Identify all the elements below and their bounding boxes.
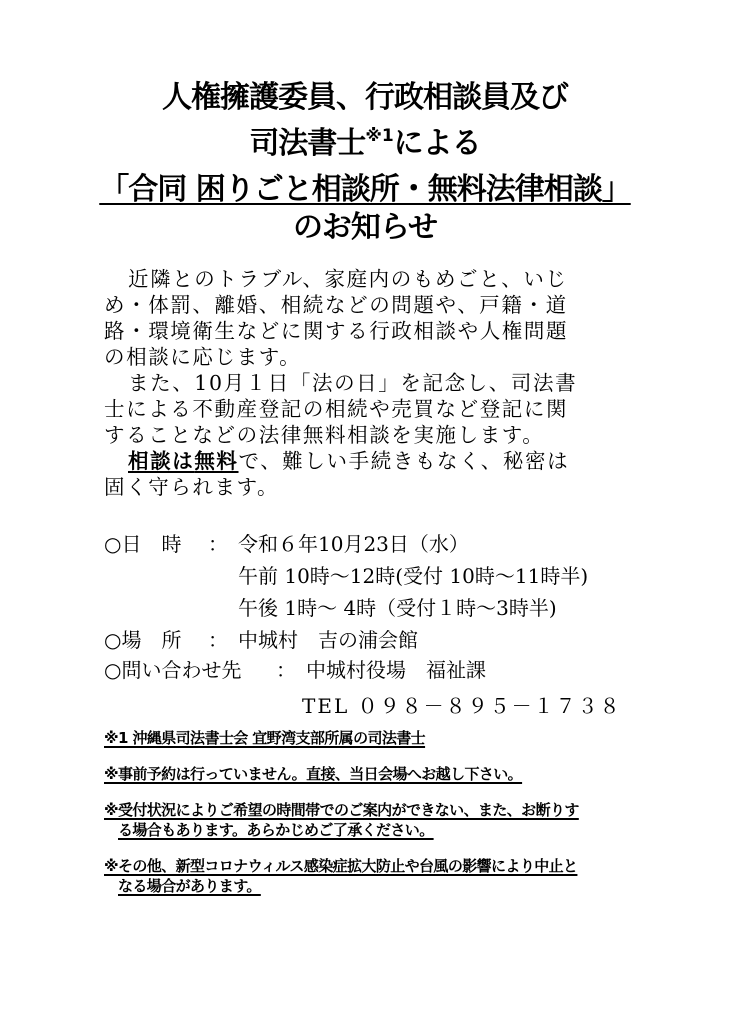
title-line-1: 人権擁護委員、行政相談員及び xyxy=(162,80,568,115)
subtitle-line-2: のお知らせ xyxy=(292,210,438,245)
note-4-line-2-text: なる場合があります。 xyxy=(118,877,261,895)
date-value: 令和６年10月23日（水） xyxy=(238,532,469,556)
contact-label: ○問い合わせ先 xyxy=(104,658,242,682)
pm-time: 午後 1時～ 4時（受付１時～3時半) xyxy=(238,596,557,620)
date-colon: ： xyxy=(208,532,228,556)
body-p2-line-1 xyxy=(104,370,634,396)
note-3-line-1-text: ※受付状況によりご希望の時間帯でのご案内ができない、また、お断りす xyxy=(104,801,579,819)
subtitle-line-1 xyxy=(0,172,730,208)
emphasis-free-2: 無料 xyxy=(194,449,239,473)
am-time: 午前 10時～12時(受付 10時～11時半) xyxy=(238,564,589,588)
note-3-line-2-text: る場合もあります。あらかじめご了承ください。 xyxy=(118,821,434,839)
note-1-text: ※1 沖縄県司法書士会 宜野湾支部所属の司法書士 xyxy=(104,729,426,747)
body-p3-line-1-rest: で、難しい手続きもなく、秘密は xyxy=(238,449,570,473)
note-1 xyxy=(104,728,425,748)
body-p1-line-4: の相談に応じます。 xyxy=(104,345,302,369)
body-p1-line-1 xyxy=(104,266,634,292)
note-4-line-1 xyxy=(104,856,577,876)
place-label: ○場 所 xyxy=(104,628,182,652)
date-label: ○日 時 xyxy=(104,532,182,556)
note-2-text: ※事前予約は行っていません。直接、当日会場へお越し下さい。 xyxy=(104,765,523,783)
note-4-line-1-text: ※その他、新型コロナウィルス感染症拡大防止や台風の影響により中止と xyxy=(104,857,578,875)
place-colon: ： xyxy=(208,628,228,652)
contact-colon: ： xyxy=(276,658,296,682)
body-p2-line-1-text: また、10月１日「法の日」を記念し、司法書 xyxy=(128,371,578,395)
title-line-2-main: 司法書士 xyxy=(249,126,366,161)
phone-number: TEL ０９８－８９５－１７３８ xyxy=(302,694,622,718)
title-line-2-end: による xyxy=(393,126,481,161)
body-p3-line-2: 固く守られます。 xyxy=(104,475,280,499)
note-2 xyxy=(104,764,522,784)
place-value: 中城村 吉の浦会館 xyxy=(238,628,418,652)
contact-value: 中城村役場 福祉課 xyxy=(306,658,486,682)
emphasis-free-1: 相談は xyxy=(128,449,195,473)
body-p2-line-3: することなどの法律無料相談を実施します。 xyxy=(104,423,545,447)
body-p3-line-1 xyxy=(104,448,634,474)
body-p2-line-2: 士による不動産登記の相続や売買など登記に関 xyxy=(104,397,569,421)
title-line-2 xyxy=(0,118,730,162)
footnote-marker: ※1 xyxy=(365,126,394,146)
body-p1-line-3: 路・環境衛生などに関する行政相談や人権問題 xyxy=(104,319,569,343)
subtitle-line-1-text: 「合同 困りごと相談所・無料法律相談」 xyxy=(99,172,631,207)
note-3-line-2 xyxy=(118,820,434,840)
note-4-line-2 xyxy=(118,876,261,896)
body-p1-line-2: め・体罰、離婚、相続などの問題や、戸籍・道 xyxy=(104,293,568,317)
body-p1-line-1-text: 近隣とのトラブル、家庭内のもめごと、いじ xyxy=(128,267,568,291)
note-3-line-1 xyxy=(104,800,579,820)
